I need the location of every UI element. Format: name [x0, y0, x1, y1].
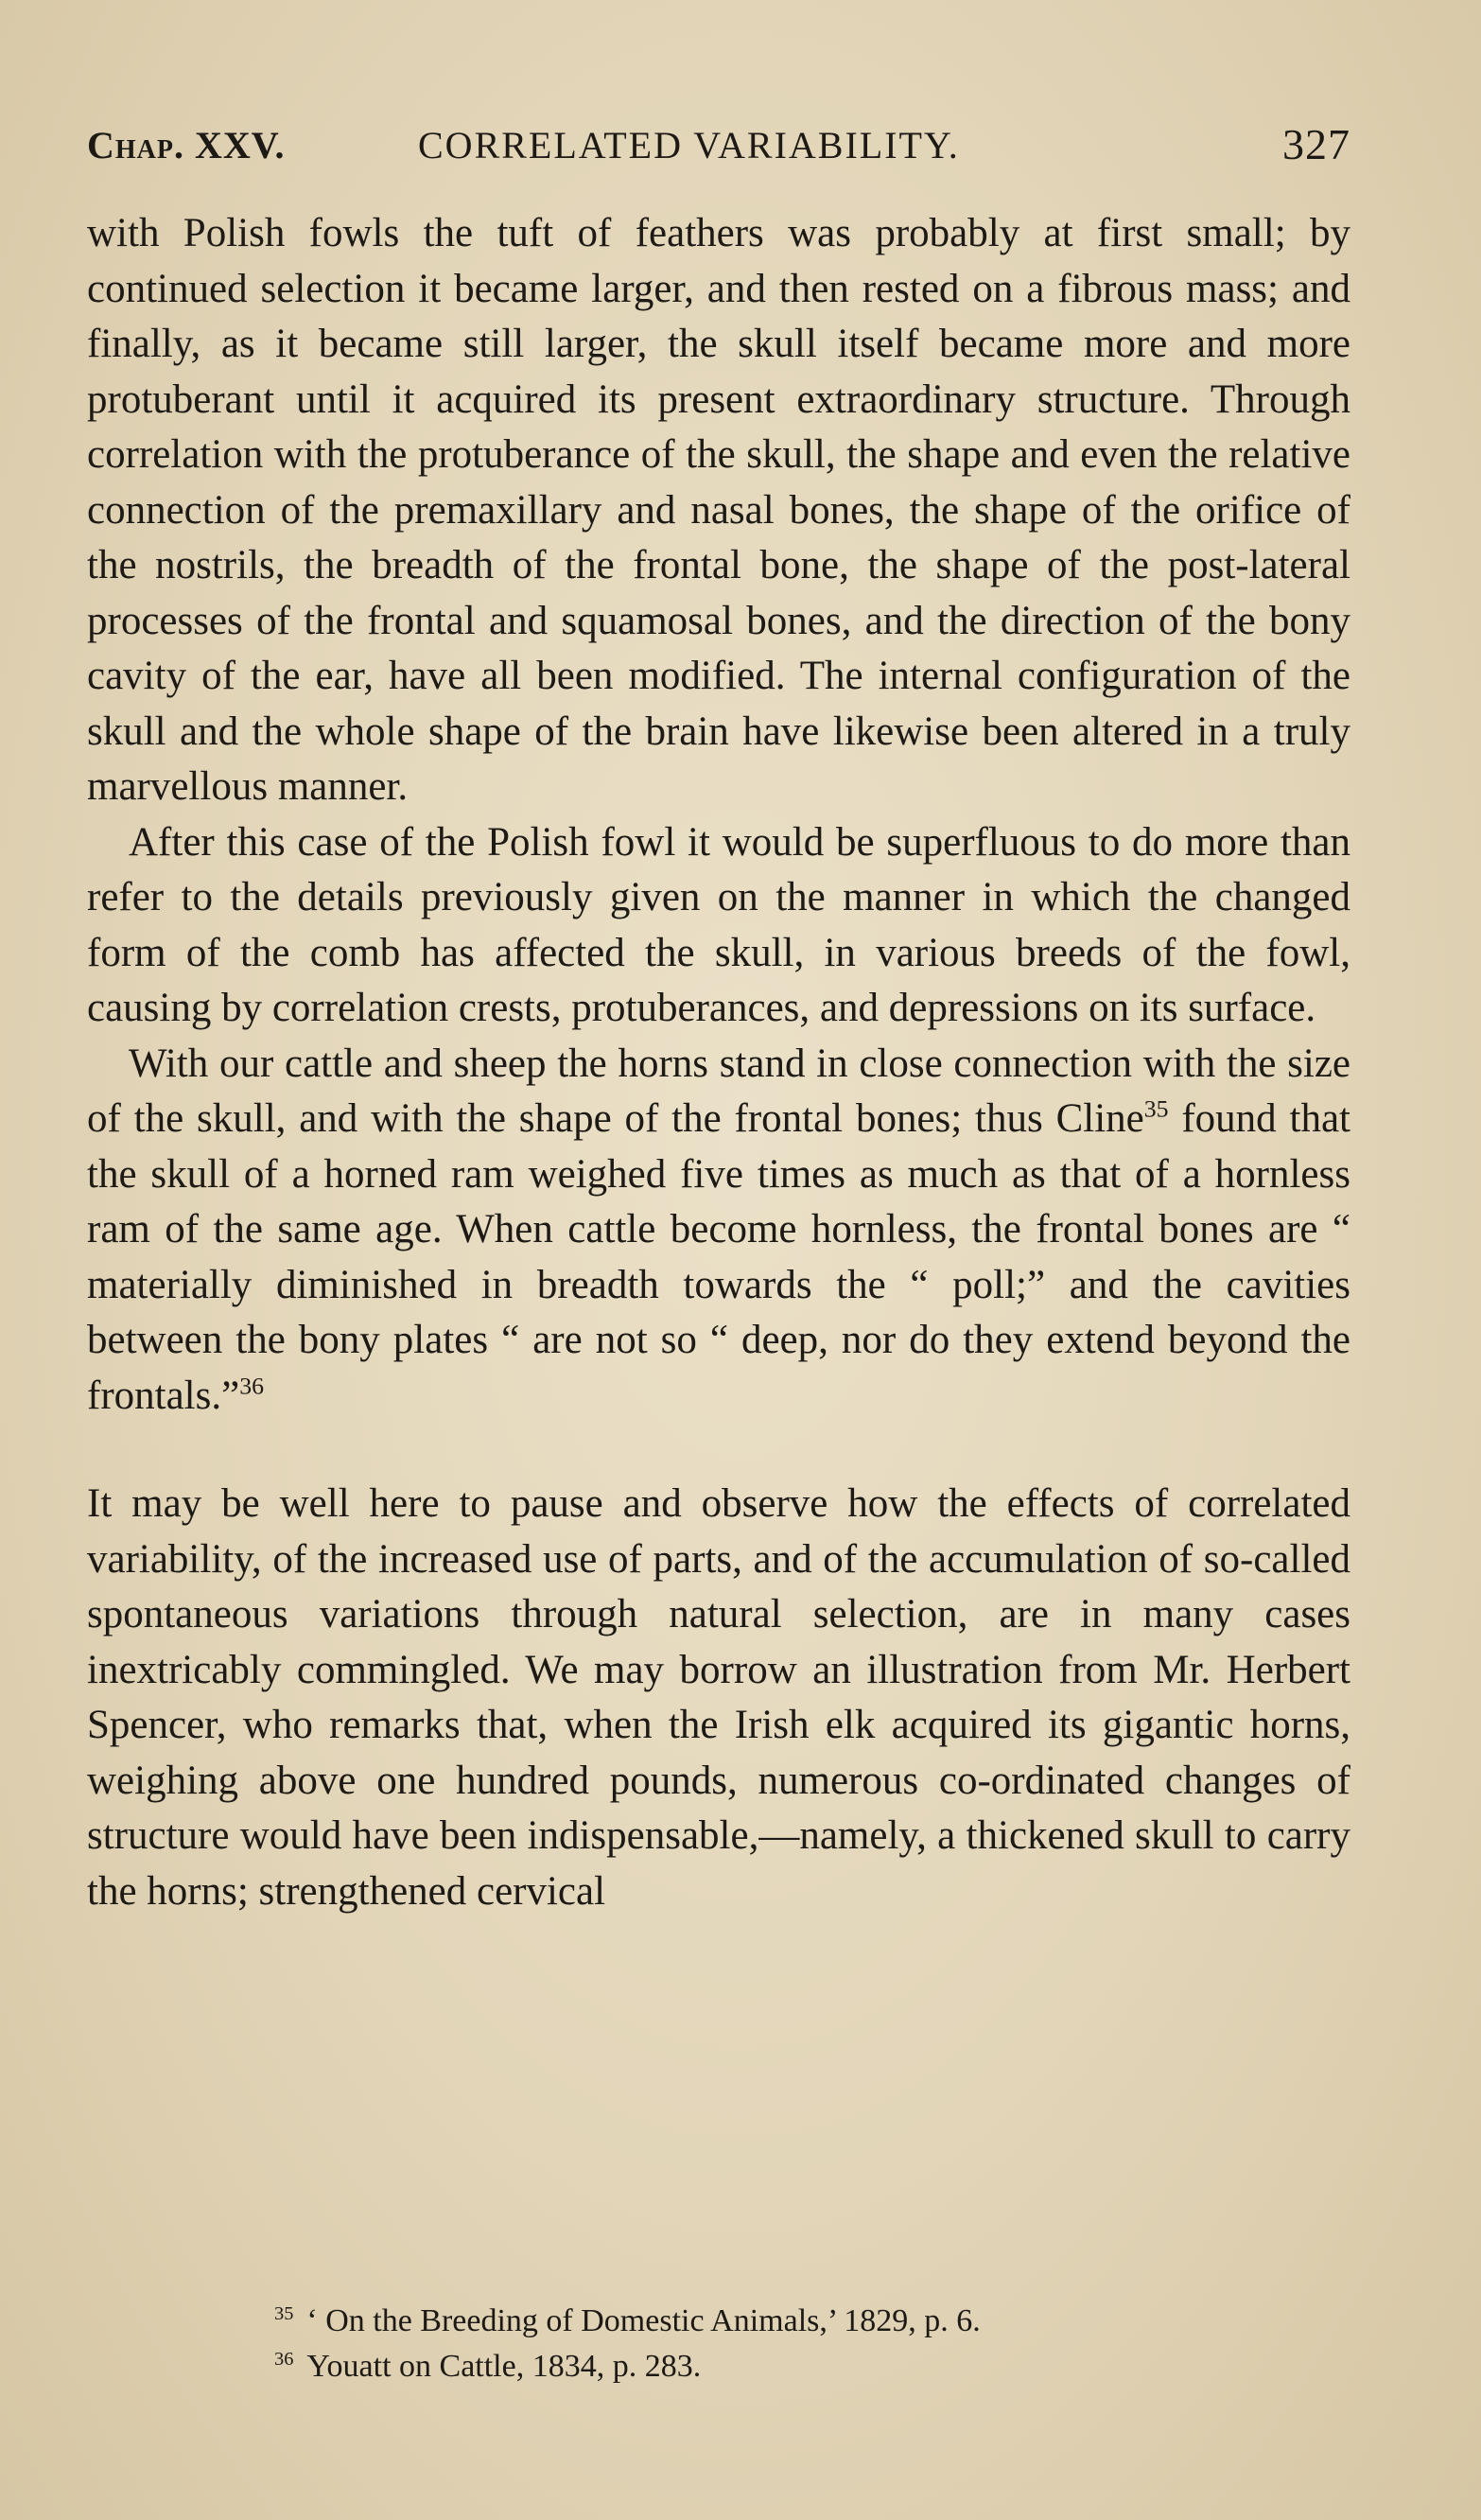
- paragraph-2: [87, 815, 1350, 1037]
- footnote-ref-36: 36: [239, 1372, 264, 1400]
- footnotes: [274, 2299, 1220, 2389]
- footnote-marker: 36: [274, 2348, 294, 2370]
- chapter-label: Chap. XXV.: [87, 124, 286, 166]
- paragraph-3-text-b: found that the skull of a horned ram weighed five times as much as that of a hornless ram of the same age. When cattle become hornless, the frontal bones are “ materially diminished in breadth towards the “ poll;” and the cavities between the bony plates “ are not so “ deep, nor do they extend beyond the frontals.”: [87, 1096, 1350, 1418]
- footnote-marker: 35: [274, 2302, 294, 2324]
- footnote-text: Youatt on Cattle, 1834, p. 283.: [306, 2349, 702, 2384]
- footnote-text: ‘ On the Breeding of Domestic Animals,’ 1829, p. 6.: [306, 2303, 981, 2338]
- paragraph-2-text: After this case of the Polish fowl it would be superfluous to do more than refer to the details previously given on the manner in which the changed form of the comb has affected the skull, in various breeds of the fowl, causing by correlation crests, protuberances, and depressions on its surface.: [87, 819, 1350, 1030]
- paragraph-1-text: with Polish fowls the tuft of feathers was probably at first small; by continued selection it became larger, and then rested on a fibrous mass; and finally, as it became still larger, the skull itself became more and more protuberant until it acquired its present extraordinary structure. Through correlation with the protuberance of the skull, the shape and even the relative connection of the premaxillary and nasal bones, the shape of the orifice of the nostrils, the breadth of the frontal bone, the shape of the post-lateral processes of the frontal and squamosal bones, and the direction of the bony cavity of the ear, have all been modified. The internal configuration of the skull and the whole shape of the brain have likewise been altered in a truly marvellous manner.: [87, 211, 1350, 809]
- body-text: [87, 206, 1350, 1919]
- running-header: [87, 112, 1350, 168]
- footnote-35: [274, 2299, 1220, 2344]
- paragraph-1: [87, 206, 1350, 815]
- paragraph-3: [87, 1037, 1350, 1425]
- paragraph-4-text: It may be well here to pause and observe how the effects of correlated variability, of the increased use of parts, and of the accumulation of so-called spontaneous variations through natural selection, are in many cases inextricably commingled. We may borrow an illustration from Mr. Herbert Spencer, who remarks that, when the Irish elk acquired its gigantic horns, weighing above one hundred pounds, numerous co-ordinated changes of structure would have been indispensable,—namely, a thickened skull to carry the horns; strengthened cervical: [87, 1481, 1350, 1914]
- paragraph-4: [87, 1477, 1350, 1919]
- footnote-36: [274, 2344, 1220, 2389]
- paragraph-3-text-a: With our cattle and sheep the horns stand in close connection with the size of the skull, and with the shape of the frontal bones; thus Cline: [87, 1041, 1350, 1141]
- running-title: CORRELATED VARIABILITY.: [418, 124, 960, 166]
- footnote-ref-35: 35: [1143, 1094, 1169, 1123]
- page-number: 327: [1282, 120, 1350, 168]
